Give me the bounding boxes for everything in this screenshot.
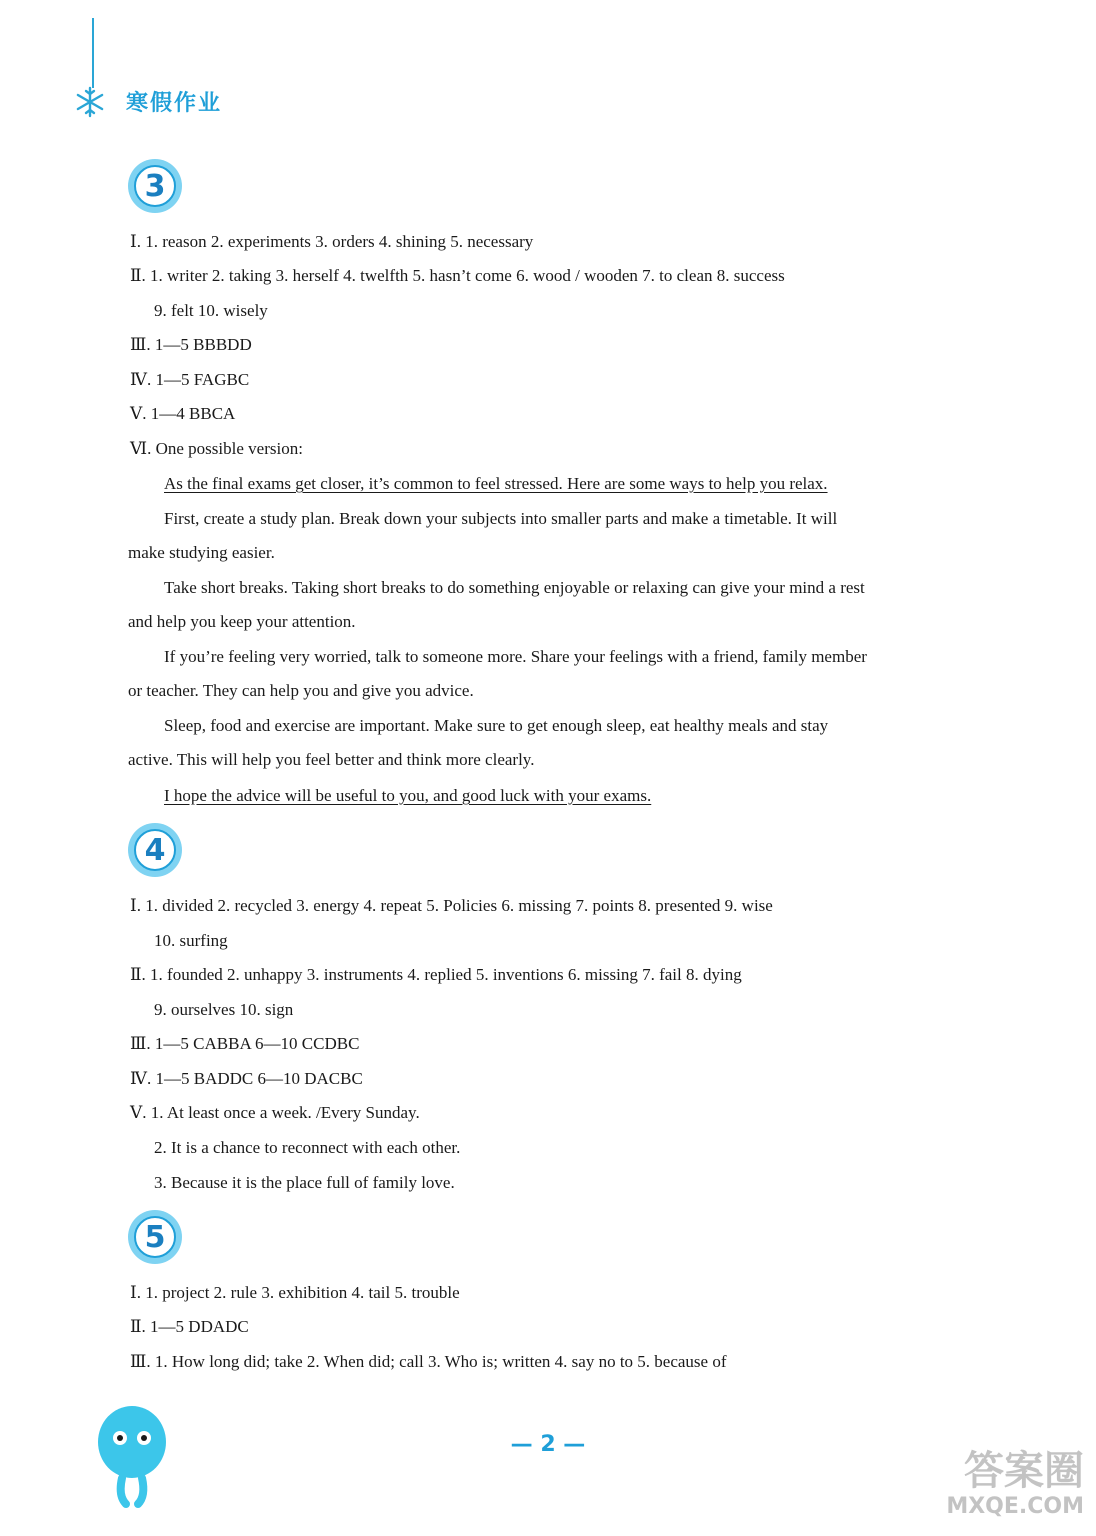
answer-line: Ⅴ. 1—4 BBCA	[130, 404, 236, 423]
essay-line: Sleep, food and exercise are important. Make sure to get enough sleep, eat healthy meals and stay	[164, 716, 829, 735]
page-number: — 2 —	[510, 1432, 586, 1457]
essay-line: First, create a study plan. Break down your subjects into smaller parts and make a timetable. It will	[164, 509, 838, 528]
essay-line: or teacher. They can help you and give you advice.	[128, 681, 474, 700]
header-vertical-line	[92, 18, 94, 88]
answer-line: 9. felt 10. wisely	[154, 301, 268, 320]
header-title: 寒假作业	[126, 91, 223, 116]
answer-line: 9. ourselves 10. sign	[154, 1000, 294, 1019]
answer-line: Ⅴ. 1. At least once a week. /Every Sunday.	[130, 1103, 420, 1122]
answer-line: Ⅱ. 1. writer 2. taking 3. herself 4. twelfth 5. hasn’t come 6. wood / wooden 7. to clean 8. success	[130, 266, 785, 285]
snowflake-icon	[72, 84, 108, 120]
essay-line: and help you keep your attention.	[128, 612, 356, 631]
essay-opening-sentence: As the final exams get closer, it’s common to feel stressed. Here are some ways to help you relax.	[164, 474, 828, 493]
answer-line: Ⅳ. 1—5 BADDC 6—10 DACBC	[130, 1069, 363, 1088]
essay-line: Take short breaks. Taking short breaks to do something enjoyable or relaxing can give your mind a rest	[164, 578, 865, 597]
section-badge-5	[125, 1207, 185, 1267]
essay-line: active. This will help you feel better and think more clearly.	[128, 750, 535, 769]
answer-line: Ⅰ. 1. project 2. rule 3. exhibition 4. tail 5. trouble	[130, 1283, 460, 1302]
watermark-url: MXQE.COM	[946, 1494, 1084, 1519]
answer-line: Ⅲ. 1—5 BBBDD	[130, 335, 252, 354]
essay-closing-sentence: I hope the advice will be useful to you, and good luck with your exams.	[164, 786, 652, 805]
answer-line: Ⅵ. One possible version:	[130, 439, 303, 458]
section-badge-3	[125, 156, 185, 216]
watermark-text: 答案圈	[964, 1448, 1084, 1494]
answer-line: 2. It is a chance to reconnect with each other.	[154, 1138, 461, 1157]
section-number: 4	[144, 832, 166, 868]
answer-line: Ⅰ. 1. divided 2. recycled 3. energy 4. repeat 5. Policies 6. missing 7. points 8. presented 9. wise	[130, 896, 773, 915]
answer-line: 3. Because it is the place full of family love.	[154, 1173, 455, 1192]
answer-line: Ⅲ. 1—5 CABBA 6—10 CCDBC	[130, 1034, 360, 1053]
section-number: 3	[144, 168, 166, 204]
answer-line: Ⅳ. 1—5 FAGBC	[130, 370, 250, 389]
answer-line: Ⅱ. 1—5 DDADC	[130, 1317, 249, 1336]
answer-line: Ⅲ. 1. How long did; take 2. When did; call 3. Who is; written 4. say no to 5. because of	[130, 1352, 727, 1371]
answer-line: 10. surfing	[154, 931, 228, 950]
section-badge-4	[125, 820, 185, 880]
essay-line: If you’re feeling very worried, talk to someone more. Share your feelings with a friend, family member	[164, 647, 867, 666]
answer-line: Ⅱ. 1. founded 2. unhappy 3. instruments 4. replied 5. inventions 6. missing 7. fail 8. dying	[130, 965, 742, 984]
watermark-logo	[904, 1448, 1084, 1528]
section-number: 5	[144, 1219, 166, 1255]
essay-line: make studying easier.	[128, 543, 275, 562]
answer-line: Ⅰ. 1. reason 2. experiments 3. orders 4. shining 5. necessary	[130, 232, 534, 251]
